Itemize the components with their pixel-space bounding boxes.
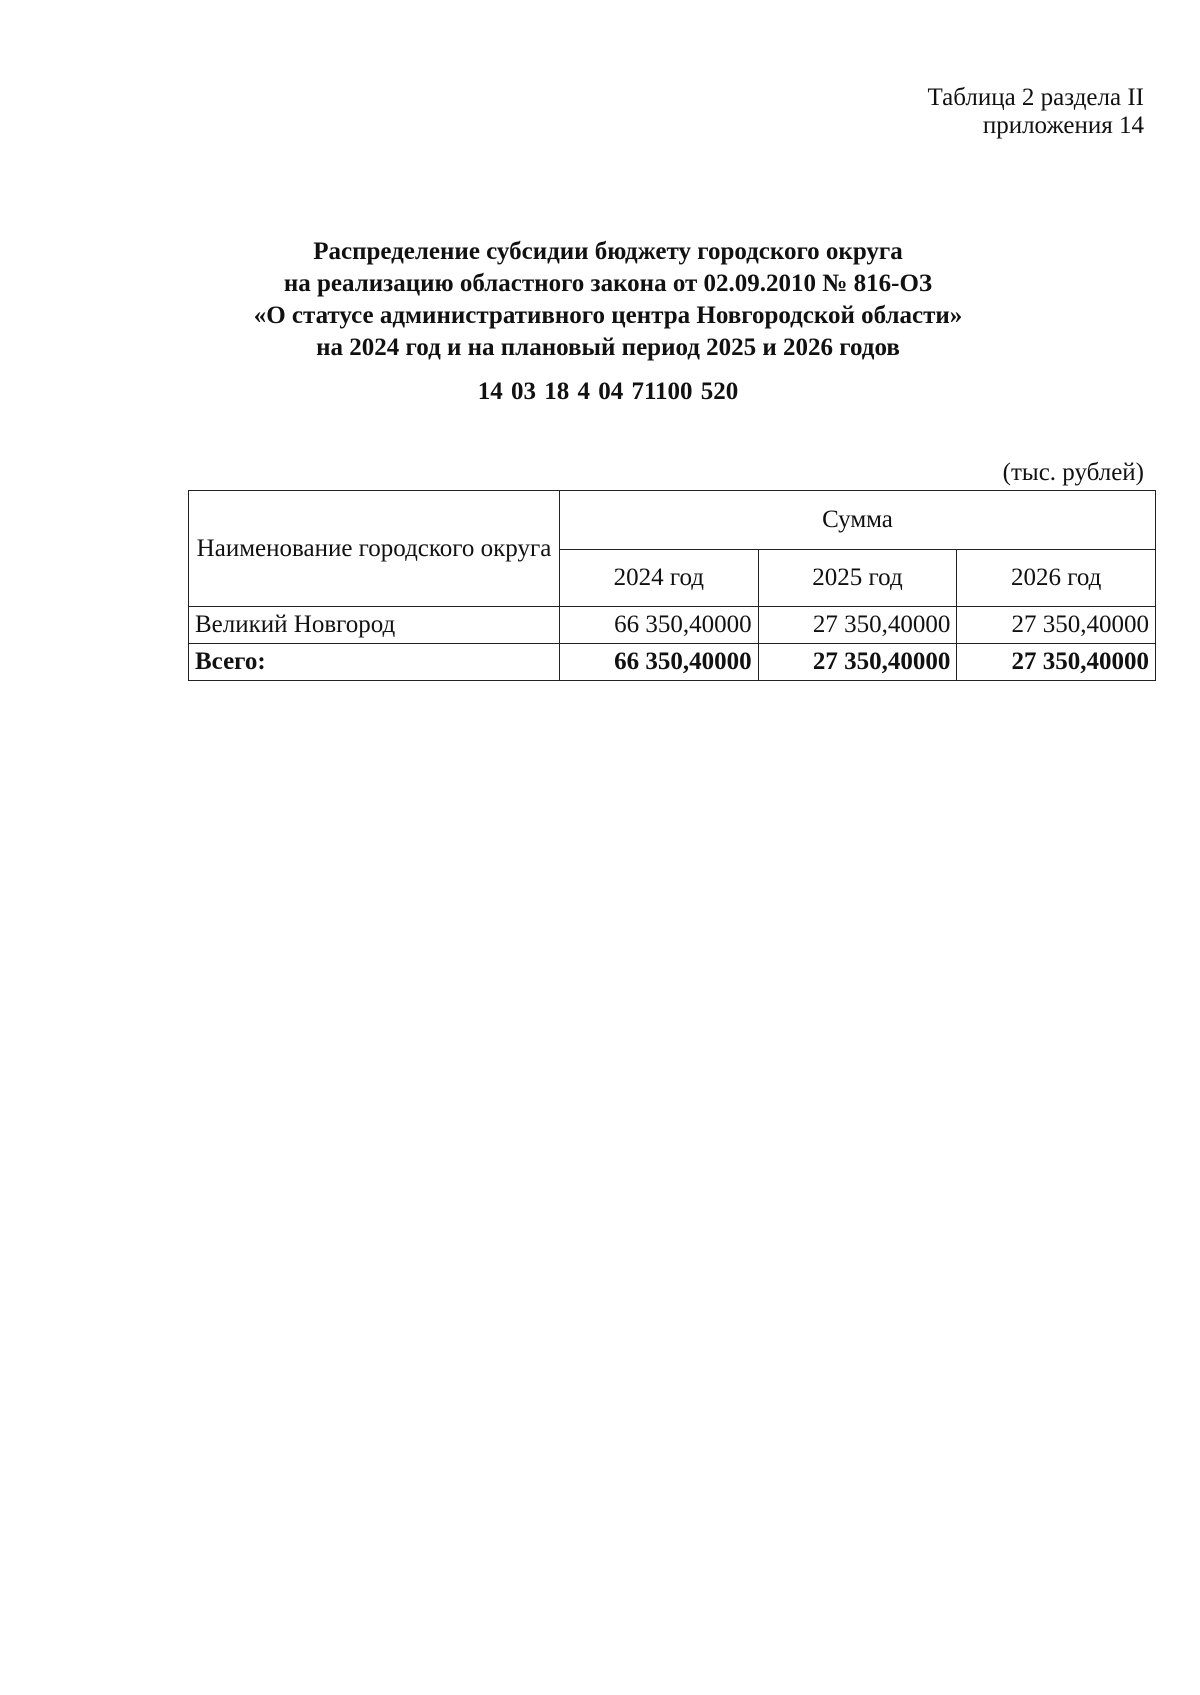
title-line-3: «О статусе административного центра Новгородской области» [253,302,963,329]
budget-code: 14 03 18 4 04 71100 520 [477,378,739,405]
total-label: Всего: [189,644,560,681]
document-title [0,236,1200,364]
title-line-4: на 2024 год и на плановый период 2025 и 2026 годов [316,334,900,361]
header-sum: Сумма [560,491,1156,550]
header-name: Наименование городского округа [189,491,560,607]
row-value-2026: 27 350,40000 [957,607,1156,644]
header-year-2025: 2025 год [758,550,957,607]
table-header-row [189,491,1156,550]
total-value-2026: 27 350,40000 [957,644,1156,681]
subsidy-table [188,490,1156,681]
row-name: Великий Новгород [189,607,560,644]
total-value-2025: 27 350,40000 [758,644,957,681]
row-value-2024: 66 350,40000 [560,607,759,644]
header-year-2024: 2024 год [560,550,759,607]
title-line-2: на реализацию областного закона от 02.09.2010 № 816-ОЗ [283,270,933,297]
row-value-2025: 27 350,40000 [758,607,957,644]
document-reference [928,84,1144,140]
total-value-2024: 66 350,40000 [560,644,759,681]
reference-line-2: приложения 14 [982,112,1144,139]
total-row [189,644,1156,681]
table-row [189,607,1156,644]
reference-line-1: Таблица 2 раздела II [927,84,1144,111]
units-label: (тыс. рублей) [1002,459,1144,486]
header-year-2026: 2026 год [957,550,1156,607]
title-line-1: Распределение субсидии бюджету городского округа [313,238,903,265]
